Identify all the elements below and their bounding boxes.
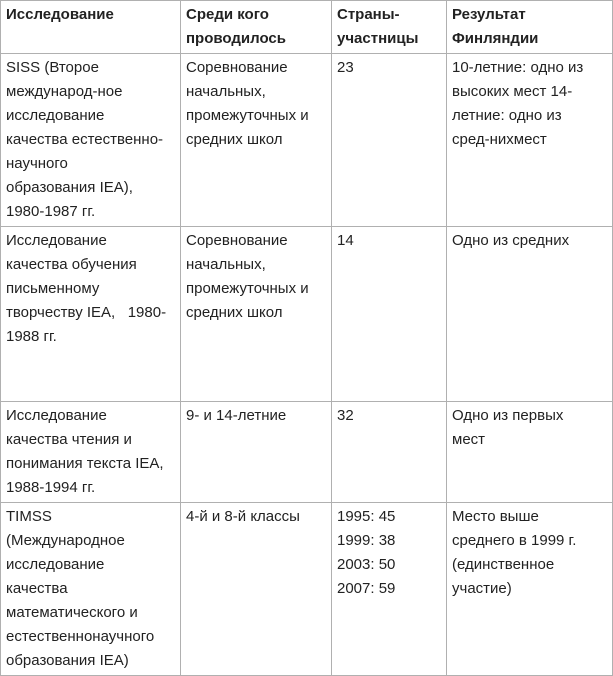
cell-line: образования IEA)	[6, 652, 129, 669]
cell-line: Соревнование	[186, 59, 288, 76]
cell-line: 1988-1994 гг.	[6, 479, 96, 496]
cell-line: 1999: 38	[337, 532, 396, 549]
cell-line: письменному	[6, 280, 100, 297]
cell-line: промежуточных и	[186, 280, 309, 297]
cell-line: научного	[6, 155, 68, 172]
cell-line: Исследование	[6, 232, 107, 249]
cell-line: Соревнование	[186, 232, 288, 249]
header-among	[181, 1, 332, 54]
header-line: Исследование	[6, 6, 114, 23]
cell-among	[181, 227, 332, 402]
cell-countries	[332, 54, 447, 227]
cell-line: сред-нихмест	[452, 131, 547, 148]
cell-line: 32	[337, 407, 354, 424]
table-row	[1, 402, 613, 503]
cell-among	[181, 54, 332, 227]
cell-line: средних школ	[186, 131, 283, 148]
cell-line: 14	[337, 232, 354, 249]
cell-line: летние: одно из	[452, 107, 562, 124]
cell-countries	[332, 402, 447, 503]
cell-line: творчеству IEA, 1980-	[6, 304, 167, 321]
cell-countries	[332, 227, 447, 402]
cell-line: 1988 гг.	[6, 328, 57, 345]
cell-line: начальных,	[186, 83, 266, 100]
cell-line: естественнонаучного	[6, 628, 155, 645]
cell-line: (Международное	[6, 532, 125, 549]
cell-line: понимания текста IEA,	[6, 455, 164, 472]
cell-line: Исследование	[6, 407, 107, 424]
cell-result	[447, 54, 613, 227]
cell-line: TIMSS	[6, 508, 52, 525]
cell-line: исследование	[6, 556, 105, 573]
table-row	[1, 227, 613, 402]
cell-line: Одно из первых	[452, 407, 564, 424]
cell-line: качества чтения и	[6, 431, 132, 448]
header-countries	[332, 1, 447, 54]
cell-line: высоких мест 14-	[452, 83, 573, 100]
cell-line: мест	[452, 431, 486, 448]
cell-line: 4-й и 8-й классы	[186, 508, 300, 525]
cell-line: начальных,	[186, 256, 266, 273]
cell-study	[1, 227, 181, 402]
cell-line: участие)	[452, 580, 512, 597]
header-study	[1, 1, 181, 54]
cell-line: качества обучения	[6, 256, 137, 273]
cell-line: 1995: 45	[337, 508, 396, 525]
cell-line: средних школ	[186, 304, 283, 321]
cell-line: 9- и 14-летние	[186, 407, 287, 424]
table-row	[1, 54, 613, 227]
table-row	[1, 503, 613, 676]
header-result	[447, 1, 613, 54]
cell-result	[447, 227, 613, 402]
cell-result	[447, 503, 613, 676]
cell-line: Место выше	[452, 508, 539, 525]
cell-line: 1980-1987 гг.	[6, 203, 96, 220]
cell-study	[1, 54, 181, 227]
cell-line: среднего в 1999 г.	[452, 532, 577, 549]
cell-line: исследование	[6, 107, 105, 124]
cell-line: (единственное	[452, 556, 555, 573]
cell-line: 2003: 50	[337, 556, 396, 573]
cell-line: образования IEA),	[6, 179, 133, 196]
header-line: участницы	[337, 30, 419, 47]
cell-among	[181, 503, 332, 676]
cell-study	[1, 503, 181, 676]
cell-study	[1, 402, 181, 503]
header-line: проводилось	[186, 30, 286, 47]
cell-line: качества естественно-	[6, 131, 164, 148]
header-line: Результат	[452, 6, 526, 23]
header-row	[1, 1, 613, 54]
cell-line: математического и	[6, 604, 138, 621]
header-line: Страны-	[337, 6, 400, 23]
cell-line: международ-ное	[6, 83, 123, 100]
cell-line: SISS (Второе	[6, 59, 99, 76]
cell-line: промежуточных и	[186, 107, 309, 124]
header-line: Среди кого	[186, 6, 269, 23]
cell-countries	[332, 503, 447, 676]
cell-line: Одно из средних	[452, 232, 570, 249]
cell-among	[181, 402, 332, 503]
cell-line: 10-летние: одно из	[452, 59, 584, 76]
header-line: Финляндии	[452, 30, 539, 47]
cell-line: 23	[337, 59, 354, 76]
cell-line: 2007: 59	[337, 580, 396, 597]
cell-result	[447, 402, 613, 503]
cell-line: качества	[6, 580, 68, 597]
